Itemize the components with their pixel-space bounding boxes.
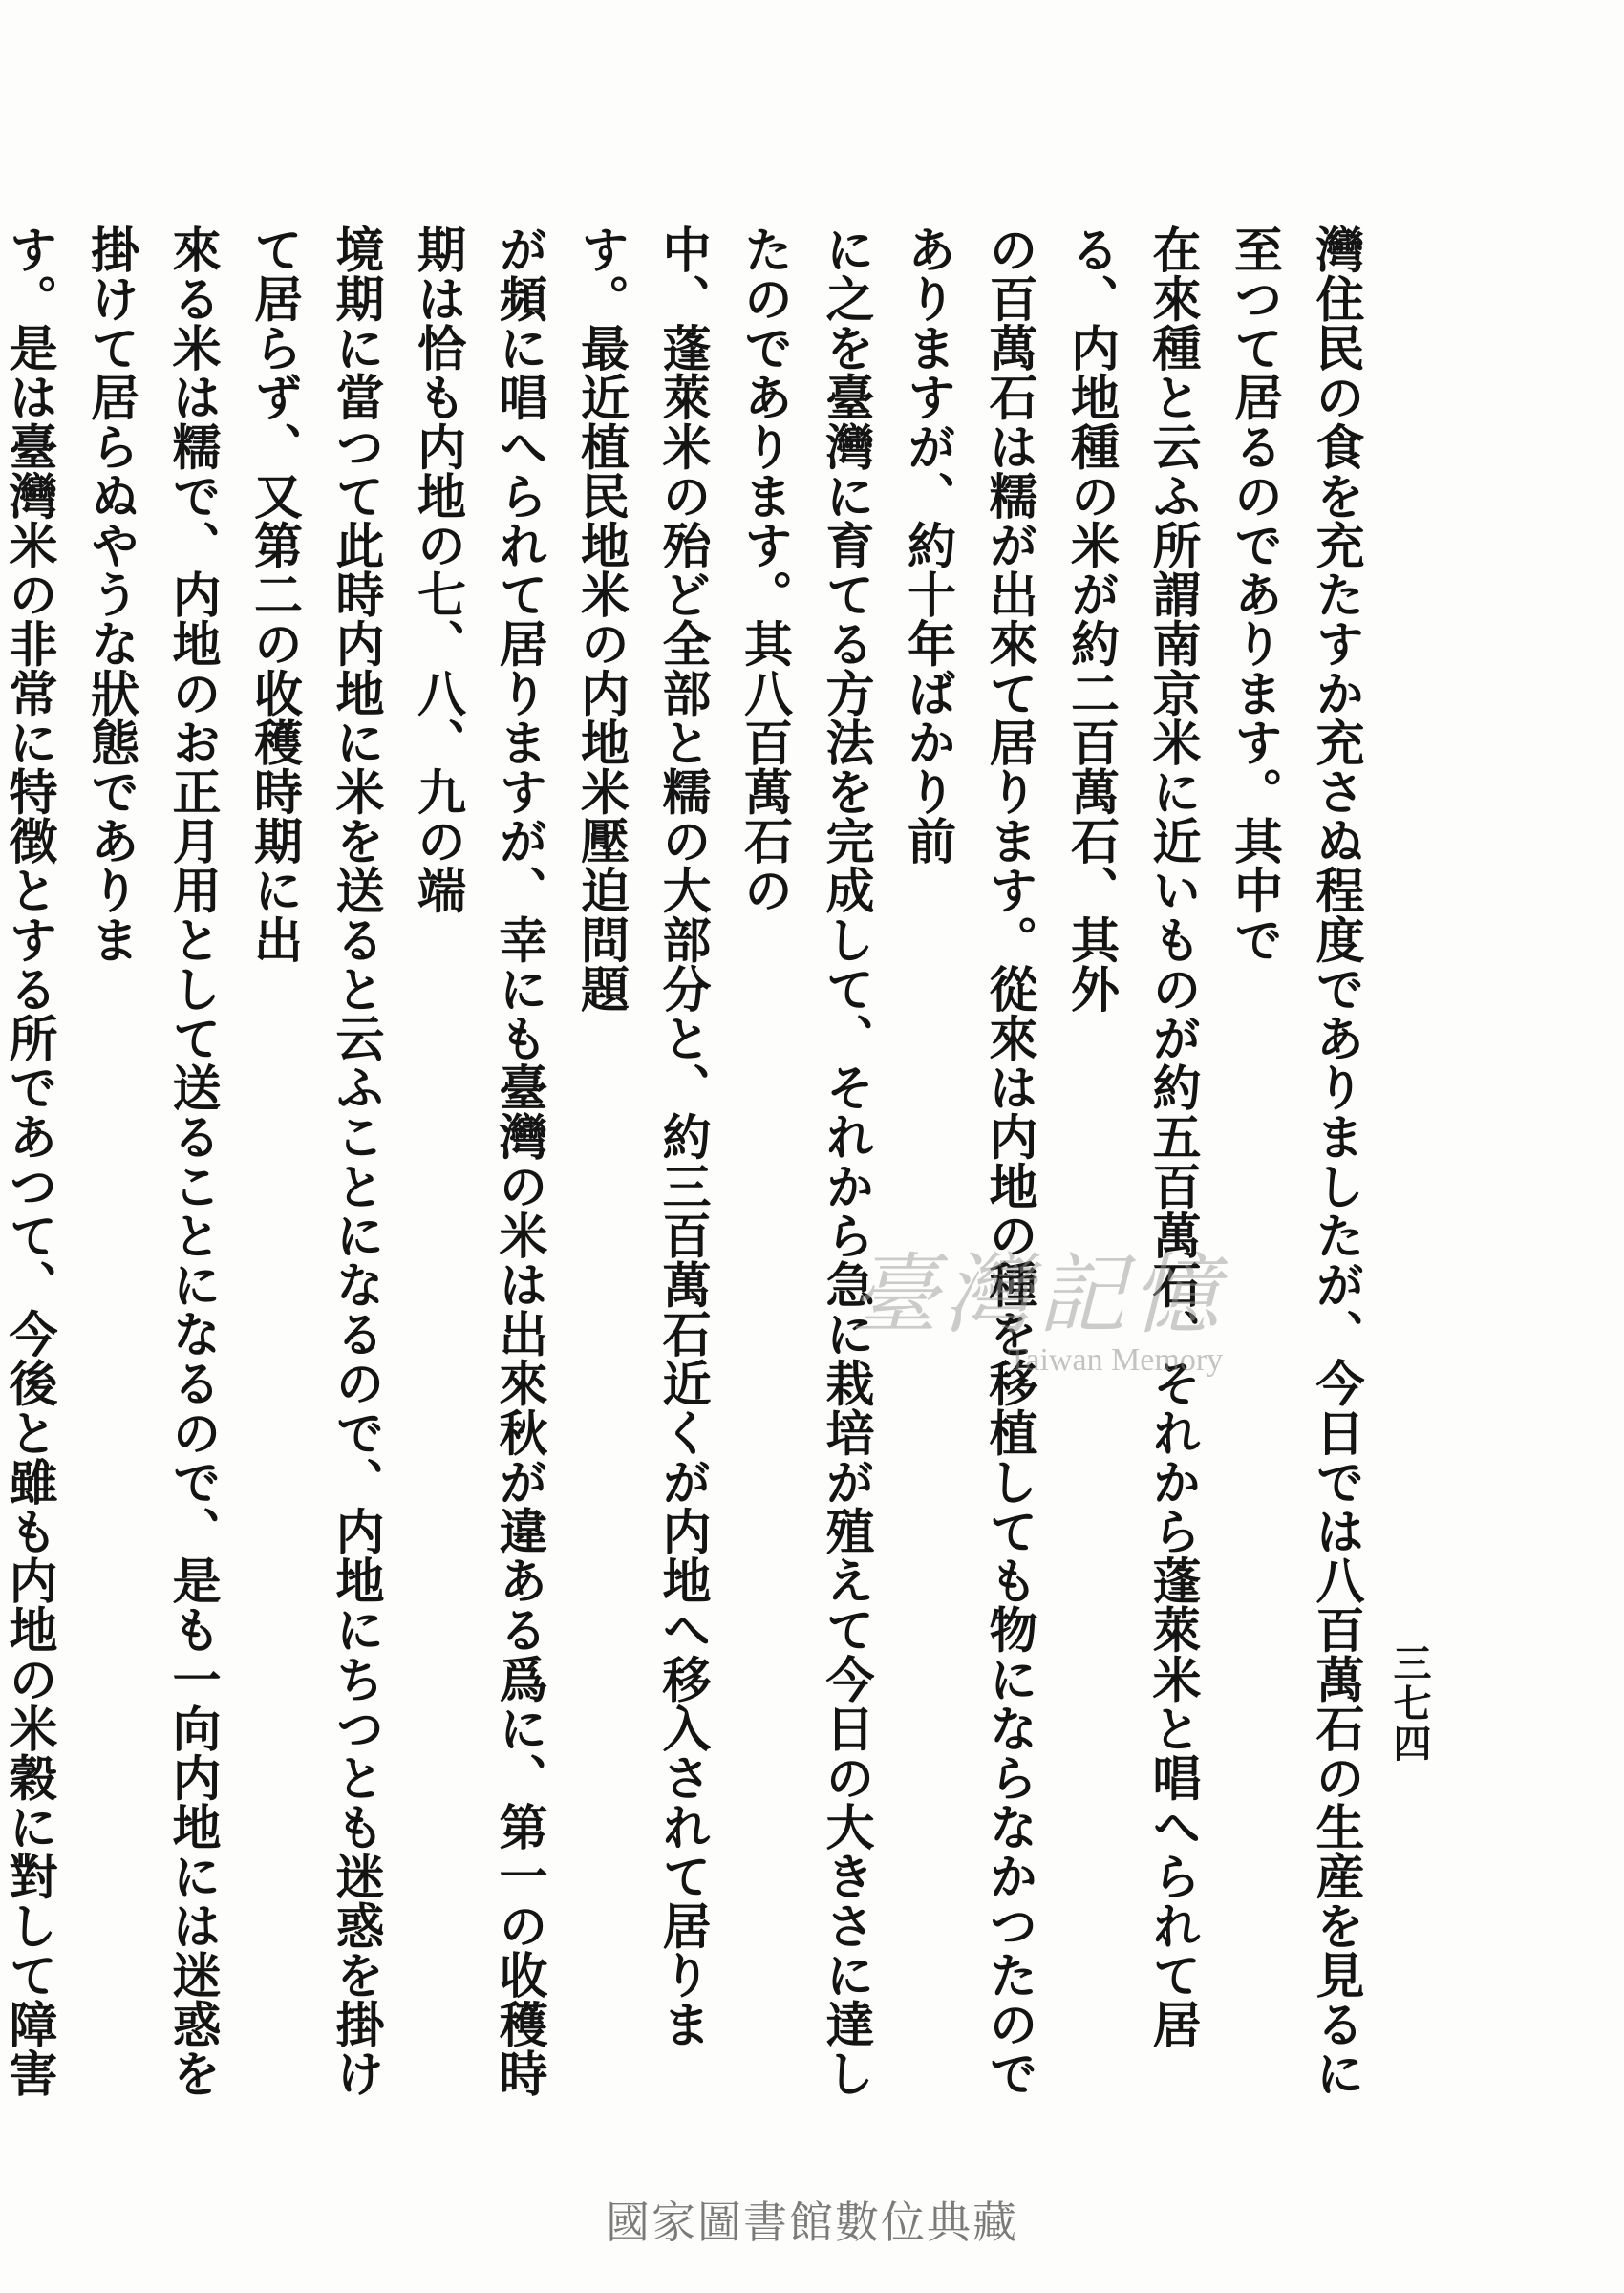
text-column: が頻に唱へられて居りますが、幸にも臺灣の米は出來秋が違ある爲に、第一の收穫時期は恰も内地の七、八、九の端: [408, 225, 547, 2098]
text-column: の百萬石は糯が出來て居ります。從來は内地の種を移植しても物にならなかつたのでありますが、約十年ばかり前: [898, 225, 1037, 2098]
page-number: 三七四: [1387, 1643, 1432, 1764]
watermark-logo-text: 臺灣記憶: [850, 1244, 1226, 1346]
text-column: 境期に當つて此時内地に米を送ると云ふことになるので、内地にちつとも迷惑を掛けて居らず、又第二の收穫時期に出: [245, 225, 384, 2098]
paragraph-1: [0, 225, 1376, 2116]
body-text: [0, 225, 1376, 2116]
text-column: に之を臺灣に育てる方法を完成して、それから急に栽培が殖えて今日の大きさに達したのであります。其八百萬石の: [735, 225, 874, 2098]
footer-archive-label: 國家圖書館數位典藏: [606, 2197, 1018, 2248]
text-column: 在來種と云ふ所謂南京米に近いものが約五百萬石、それから蓬萊米と唱へられて居る、内地種の米が約二百萬石、其外: [1061, 225, 1201, 2049]
text-column: 中、蓬萊米の殆ど全部と糯の大部分と、約三百萬石近くが内地へ移入されて居ります。最近植民地米の内地米壓迫問題: [571, 225, 711, 2049]
text-column: 灣住民の食を充たすか充さぬ程度でありましたが、今日では八百萬石の生産を見るに至つて居るのであります。其中で: [1225, 225, 1364, 2098]
text-column: す。是は臺灣米の非常に特徴とする所であつて、今後と雖も内地の米穀に對して障害: [0, 225, 57, 2098]
watermark-english-text: Taiwan Memory: [1008, 1342, 1224, 1378]
text-column: 來る米は糯で、内地のお正月用として送ることになるので、是も一向内地には迷惑を掛けて居らぬやうな狀態でありま: [81, 225, 221, 2098]
